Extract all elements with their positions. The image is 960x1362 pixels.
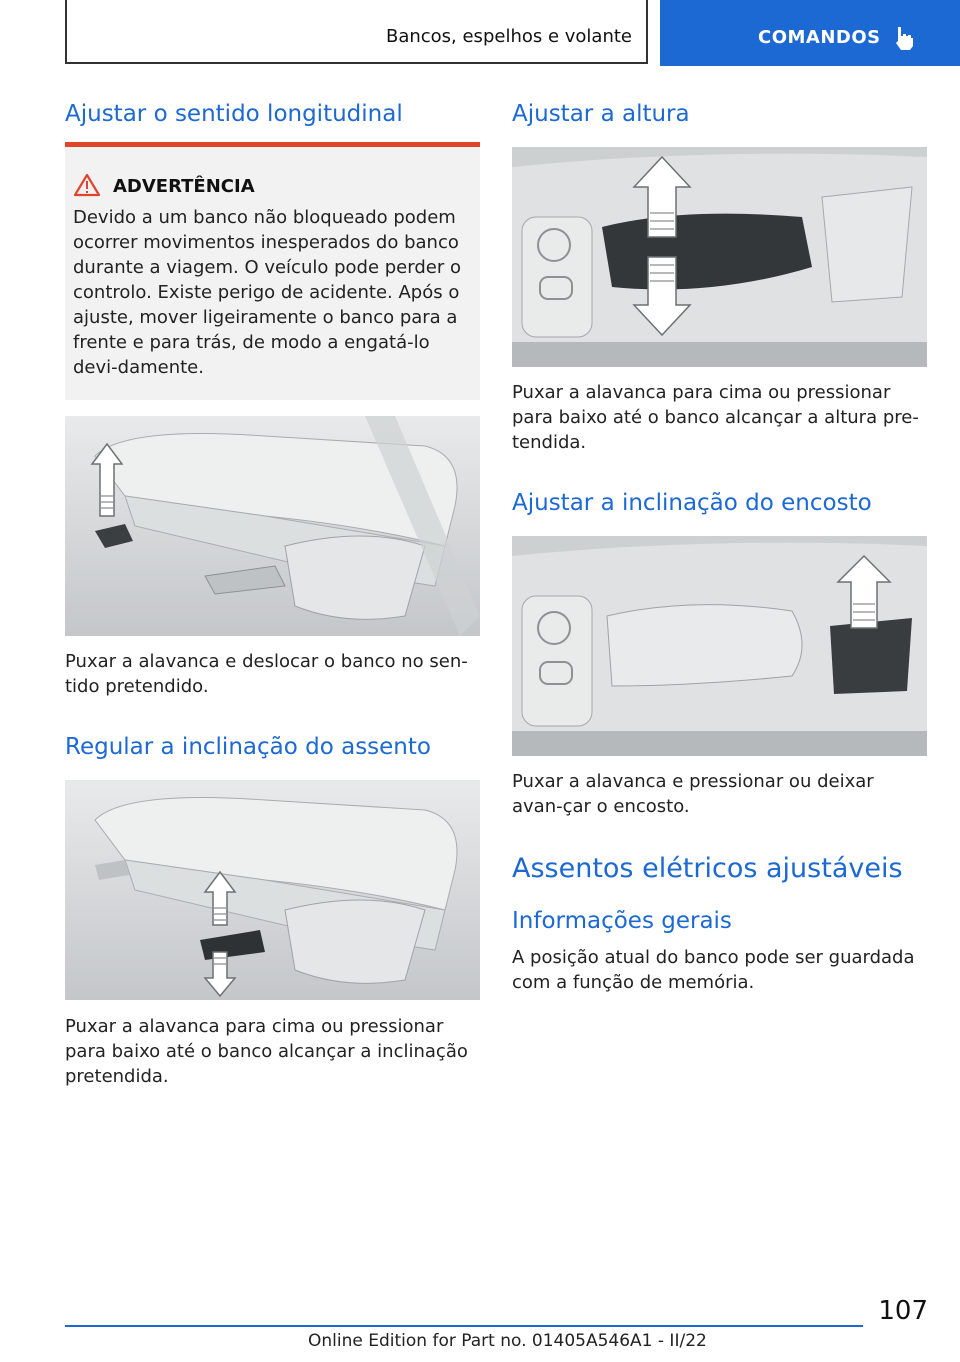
general-info-text: A posição atual do banco pode ser guardada com a função de memória. xyxy=(512,947,915,993)
header-section-title: Bancos, espelhos e volante xyxy=(385,26,632,47)
page-number: 107 xyxy=(878,1296,928,1326)
footer-edition: Online Edition for Part no. 01405A546A1 - II/22 xyxy=(308,1331,707,1351)
seat-longitudinal-figure xyxy=(65,416,480,636)
heading-seat-inclination: Regular a inclinação do assento xyxy=(65,734,431,760)
caption-longitudinal: Puxar a alavanca e deslocar o banco no sen-tido pretendido. xyxy=(65,651,468,697)
header-chapter-label: COMANDOS xyxy=(758,27,881,48)
caption-seat-inclination: Puxar a alavanca para cima ou pressionar para baixo até o banco alcançar a inclinação pretendida. xyxy=(65,1016,468,1087)
caption-height: Puxar a alavanca para cima ou pressionar para baixo até o banco alcançar a altura pre-tendida. xyxy=(512,382,919,453)
header-chapter-tab xyxy=(660,0,960,66)
heading-longitudinal: Ajustar o sentido longitudinal xyxy=(65,101,403,127)
seat-inclination-figure xyxy=(65,780,480,1000)
heading-height: Ajustar a altura xyxy=(512,101,690,127)
seat-height-figure xyxy=(512,147,927,367)
heading-general-info: Informações gerais xyxy=(512,908,732,934)
backrest-figure xyxy=(512,536,927,756)
warning-title: ADVERTÊNCIA xyxy=(113,176,255,197)
warning-text: Devido a um banco não bloqueado podem ocorrer movimentos inesperados do banco durante a viagem. O veículo pode perder o controlo. Existe perigo de acidente. Após o ajuste, mover ligeiramente o banco para a frente e para trás, de modo a engatá-lo devi-damente. xyxy=(73,207,461,378)
caption-backrest: Puxar a alavanca e pressionar ou deixar avan-çar o encosto. xyxy=(512,771,874,817)
heading-electric-seats: Assentos elétricos ajustáveis xyxy=(512,853,903,884)
heading-backrest: Ajustar a inclinação do encosto xyxy=(512,490,872,516)
warning-box xyxy=(65,142,480,400)
pointing-hand-icon xyxy=(892,25,916,55)
footer-divider xyxy=(65,1325,863,1327)
warning-triangle-icon xyxy=(73,173,101,201)
header-section-box xyxy=(65,0,648,64)
